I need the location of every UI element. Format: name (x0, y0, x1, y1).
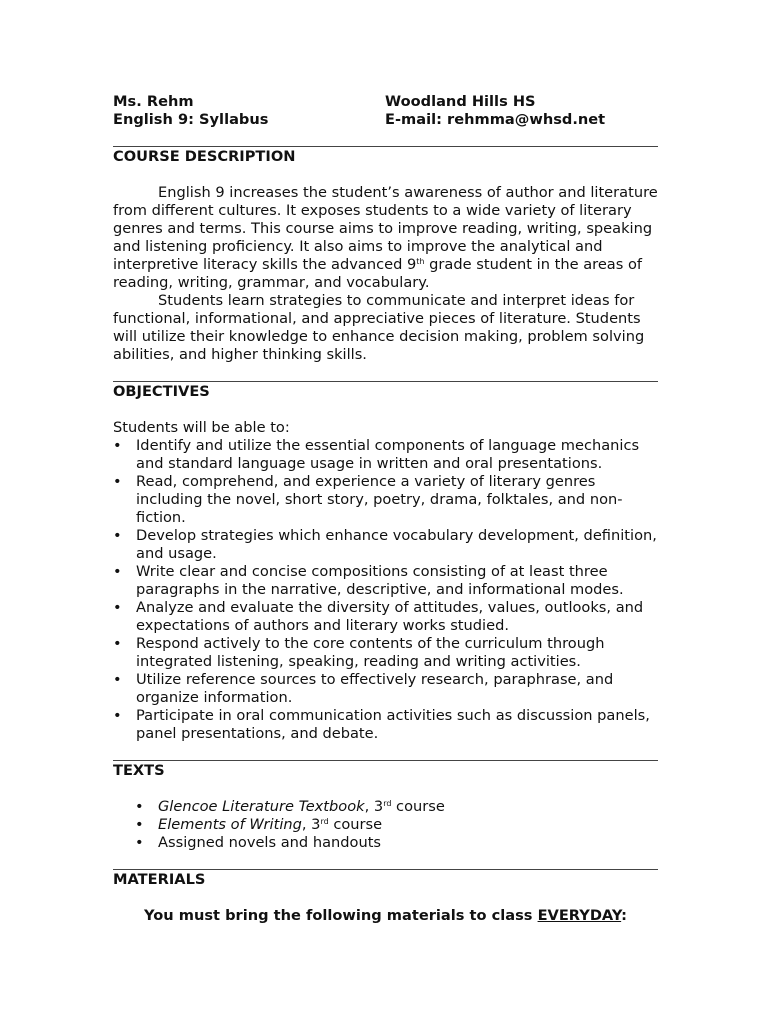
list-item: • Identify and utilize the essential components of language mechanics and standard language usage in written and oral presentations. (113, 437, 658, 473)
teacher-email: E-mail: rehmma@whsd.net (385, 111, 606, 128)
list-item: • Utilize reference sources to effectively research, paraphrase, and organize information. (113, 671, 658, 707)
section-heading-materials: MATERIALS (113, 871, 206, 888)
list-item: • Develop strategies which enhance vocabulary development, definition, and usage. (113, 527, 658, 563)
materials-instruction: You must bring the following materials to class EVERYDAY: (144, 907, 627, 924)
list-item: • Read, comprehend, and experience a variety of literary genres including the novel, short story, poetry, drama, folktales, and non-fiction. (113, 473, 658, 527)
list-item: • Participate in oral communication activities such as discussion panels, panel presentations, and debate. (113, 707, 658, 743)
objectives-list (113, 437, 658, 743)
objectives-intro: Students will be able to: (113, 419, 290, 436)
list-item: • Write clear and concise compositions consisting of at least three paragraphs in the narrative, descriptive, and informational modes. (113, 563, 658, 599)
course-description-paragraph-2: Students learn strategies to communicate and interpret ideas for functional, informational, and appreciative pieces of literature. Students will utilize their knowledge to enhance decision making, problem solving abilities, and higher thinking skills. (113, 292, 645, 363)
document-header (113, 93, 658, 129)
section-heading-course-description: COURSE DESCRIPTION (113, 148, 296, 165)
list-item: • Glencoe Literature Textbook, 3rd course (113, 798, 658, 816)
list-item: • Elements of Writing, 3rd course (113, 816, 658, 834)
course-title: English 9: Syllabus (113, 111, 269, 128)
divider (113, 381, 658, 382)
list-item: • Assigned novels and handouts (113, 834, 658, 852)
list-item: • Analyze and evaluate the diversity of attitudes, values, outlooks, and expectations of authors and literary works studied. (113, 599, 658, 635)
section-heading-texts: TEXTS (113, 762, 165, 779)
school-name: Woodland Hills HS (385, 93, 536, 110)
list-item: • Respond actively to the core contents of the curriculum through integrated listening, speaking, reading and writing activities. (113, 635, 658, 671)
divider (113, 760, 658, 761)
texts-list (113, 798, 658, 852)
syllabus-page (113, 93, 658, 925)
course-description-paragraph-1: English 9 increases the student’s awareness of author and literature from different cultures. It exposes students to a wide variety of literary genres and terms. This course aims to improve reading, writing, speaking and listening proficiency. It also aims to improve the analytical and interpretive literacy skills the advanced 9th grade student in the areas of reading, writing, grammar, and vocabulary. (113, 184, 658, 291)
divider (113, 869, 658, 870)
section-heading-objectives: OBJECTIVES (113, 383, 210, 400)
divider (113, 146, 658, 147)
teacher-name: Ms. Rehm (113, 93, 194, 110)
